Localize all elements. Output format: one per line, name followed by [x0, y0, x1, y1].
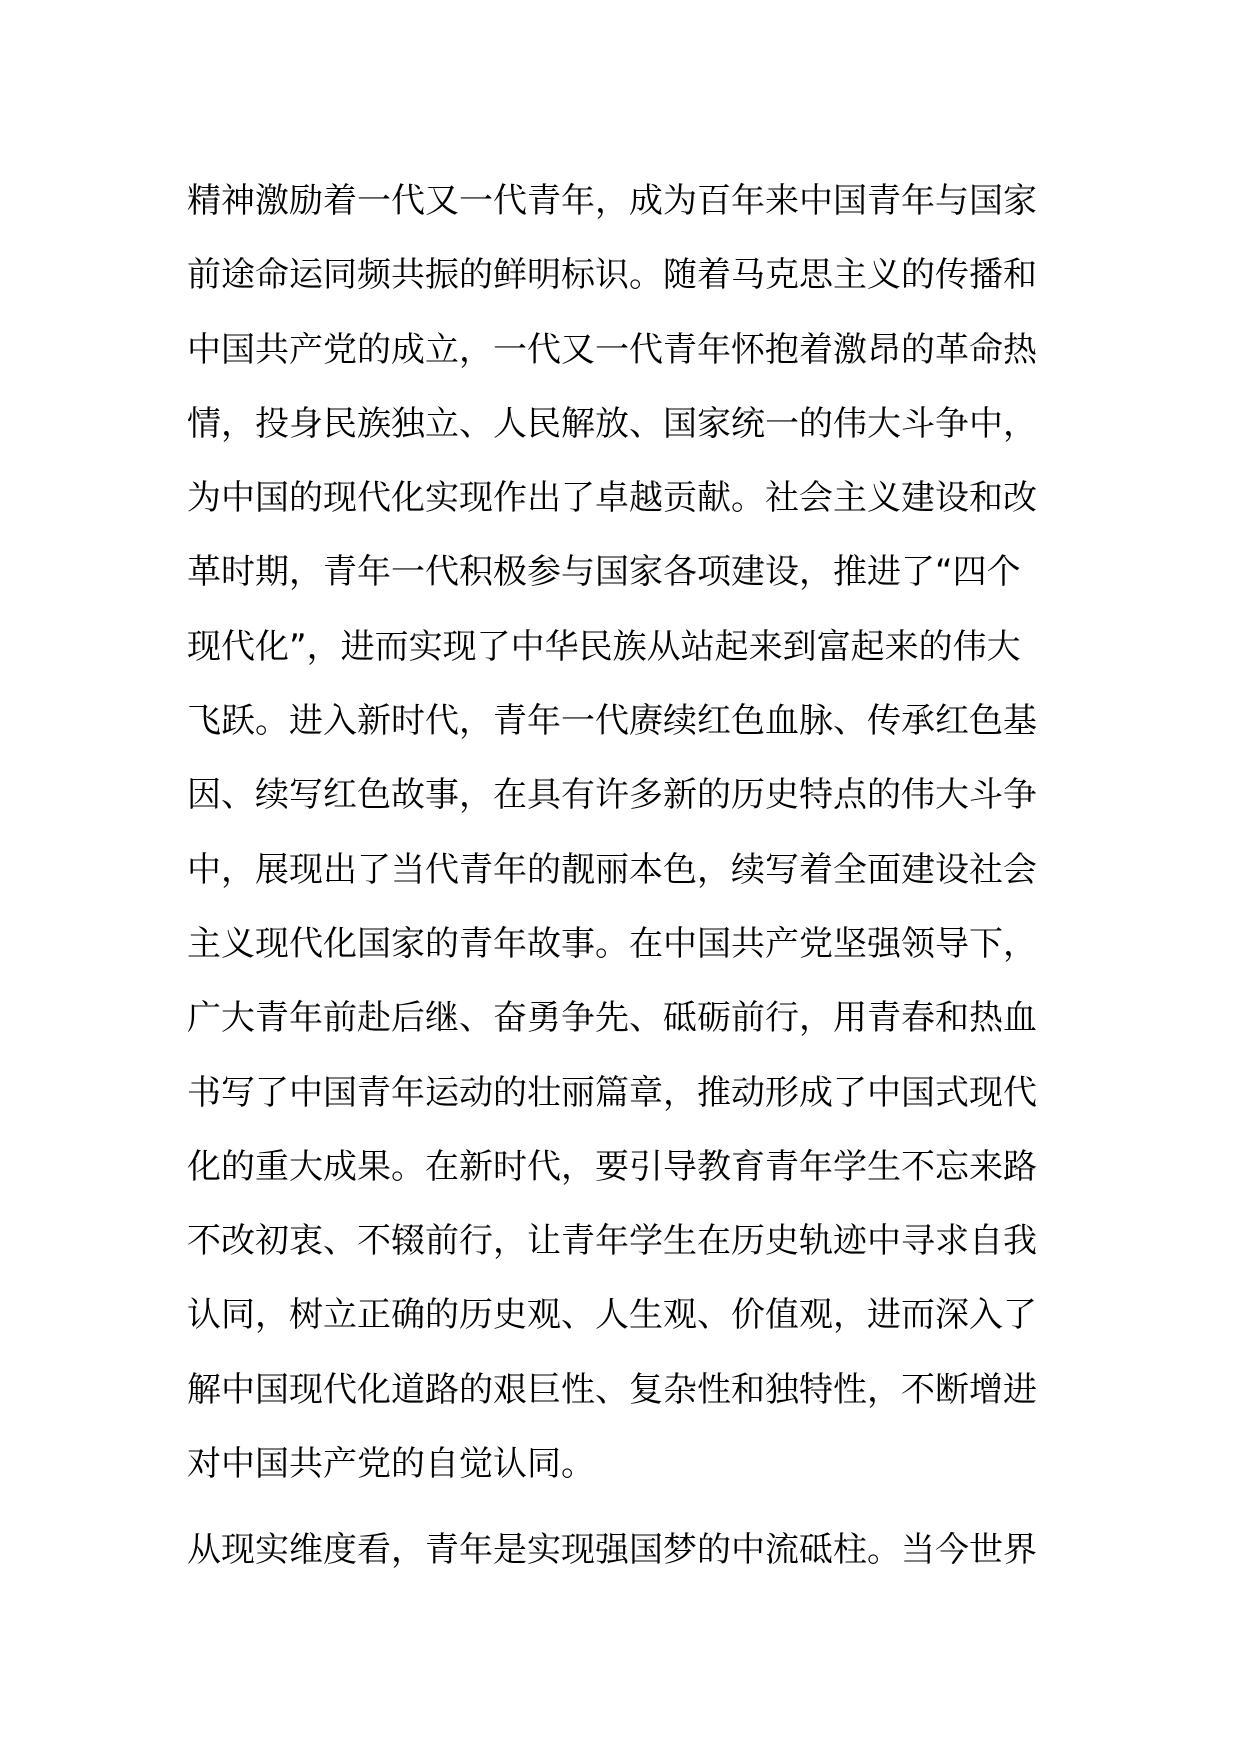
paragraph-spacing: [187, 1501, 1057, 1513]
text-line: 化的重大成果。在新时代，要引导教育青年学生不忘来路: [187, 1146, 1037, 1187]
text-line: 中国共产党的成立，一代又一代青年怀抱着激昂的革命热: [187, 329, 1037, 370]
text-line: 不改初衷、不辍前行，让青年学生在历史轨迹中寻求自我: [187, 1221, 1037, 1262]
text-line: 为中国的现代化实现作出了卓越贡献。社会主义建设和改: [187, 478, 1037, 519]
text-line: 飞跃。进入新时代，青年一代赓续红色血脉、传承红色基: [187, 701, 1037, 742]
text-line: 广大青年前赴后继、奋勇争先、砥砺前行，用青春和热血: [187, 998, 1037, 1039]
text-line: 解中国现代化道路的艰巨性、复杂性和独特性，不断增进: [187, 1369, 1037, 1410]
text-line: 主义现代化国家的青年故事。在中国共产党坚强领导下，: [187, 923, 1037, 964]
text-line: 精神激励着一代又一代青年，成为百年来中国青年与国家: [187, 181, 1037, 221]
paragraph-1: [187, 164, 1057, 1501]
text-line: 对中国共产党的自觉认同。: [187, 1444, 595, 1485]
text-line: 前途命运同频共振的鲜明标识。随着马克思主义的传播和: [187, 255, 1037, 296]
text-line: 书写了中国青年运动的壮丽篇章，推动形成了中国式现代: [187, 1072, 1037, 1113]
text-line: 因、续写红色故事，在具有许多新的历史特点的伟大斗争: [187, 775, 1037, 816]
document-body: [187, 164, 1057, 1588]
text-line: 认同，树立正确的历史观、人生观、价值观，进而深入了: [187, 1295, 1037, 1336]
text-line: 中，展现出了当代青年的靓丽本色，续写着全面建设社会: [187, 849, 1037, 890]
paragraph-2: [187, 1513, 1057, 1587]
text-line: 情，投身民族独立、人民解放、国家统一的伟大斗争中，: [187, 403, 1037, 444]
text-line: 革时期，青年一代积极参与国家各项建设，推进了“四个: [187, 552, 1021, 593]
text-line: 从现实维度看，青年是实现强国梦的中流砥柱。当今世界: [187, 1530, 1037, 1571]
text-line: 现代化”，进而实现了中华民族从站起来到富起来的伟大: [187, 626, 1021, 667]
